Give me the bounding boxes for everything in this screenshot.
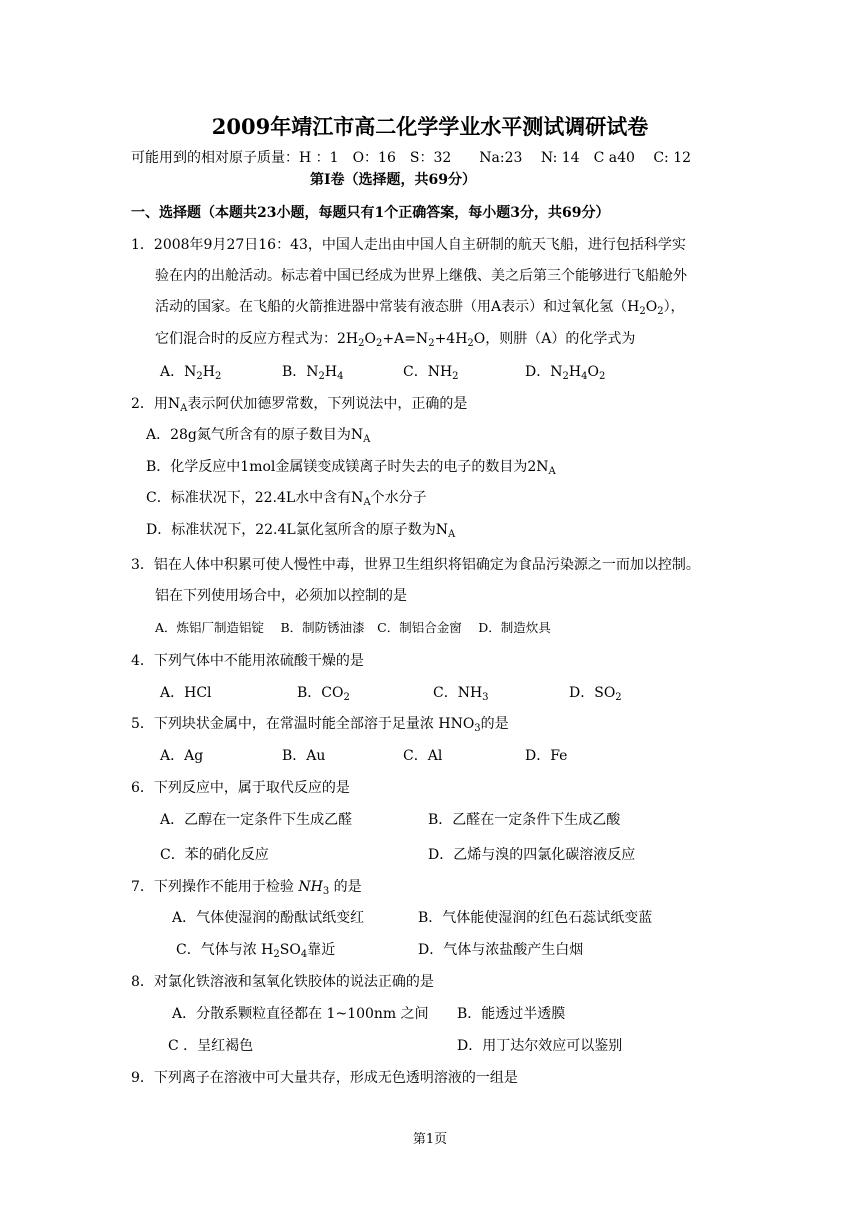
q1-line-4: 它们混合时的反应方程式为：$2H_2O_2+A=N_2+4H_2O$，则肼（A）的化学式为 <box>155 331 636 349</box>
q1-line-1: 1．2008年9月27日16：43，中国人走出由中国人自主研制的航天飞船，进行包括科学实 <box>131 237 686 253</box>
q3-line-2: 铝在下列使用场合中，必须加以控制的是 <box>155 588 407 604</box>
q5-option-d: D．Fe <box>525 748 568 764</box>
section-heading: 一、选择题（本题共23小题，每题只有1个正确答案，每小题3分，共69分） <box>131 205 610 221</box>
q6-stem: 6．下列反应中，属于取代反应的是 <box>131 780 350 796</box>
volume-heading: 第Ⅰ卷（选择题，共69分） <box>310 172 477 188</box>
q1-line-3: 活动的国家。在飞船的火箭推进器中常装有液态肼（用A表示）和过氧化氢$(H_2O_2)$， <box>155 299 685 317</box>
q7-option-b: B．气体能使湿润的红色石蕊试纸变蓝 <box>418 910 653 926</box>
q7-option-d: D．气体与浓盐酸产生白烟 <box>418 942 584 958</box>
q5-option-a: A．Ag <box>160 748 204 764</box>
q5-stem: 5．下列块状金属中，在常温时能全部溶于足量浓 $HNO_3$的是 <box>131 716 509 734</box>
q6-option-d: D．乙烯与溴的四氯化碳溶液反应 <box>428 847 636 863</box>
q2-option-c: C．标准状况下，22.4L水中含有$N_A$个水分子 <box>146 490 427 508</box>
page-number: 第1页 <box>412 1132 448 1147</box>
q6-option-a: A．乙醇在一定条件下生成乙醛 <box>160 812 353 828</box>
q1-line-2: 验在内的出舱活动。标志着中国已经成为世界上继俄、美之后第三个能够进行飞船舱外 <box>155 268 687 284</box>
q7-option-c: C．气体与浓 $H_2SO_4$靠近 <box>176 942 336 960</box>
q2-stem: 2．用$N_A$表示阿伏加德罗常数，下列说法中，正确的是 <box>131 396 468 414</box>
q5-option-b: B．Au <box>282 748 326 764</box>
q1-option-d: D．$N_2H_4O_2$ <box>525 364 606 382</box>
q6-option-c: C．苯的硝化反应 <box>160 847 269 863</box>
q3-line-1: 3．铝在人体中积累可使人慢性中毒，世界卫生组织将铝确定为食品污染源之一而加以控制。 <box>131 557 700 573</box>
q7-option-a: A．气体使湿润的酚酞试纸变红 <box>172 910 365 926</box>
q2-option-a: A．28g氮气所含有的原子数目为$N_A$ <box>146 427 371 445</box>
q8-option-b: B．能透过半透膜 <box>457 1006 566 1022</box>
q3-options: A．炼铝厂制造铝锭 B．制防锈油漆 C．制铝合金窗 D．制造炊具 <box>155 620 551 635</box>
q2-option-d: D．标准状况下，22.4L氯化氢所含的原子数为$N_A$ <box>146 522 456 540</box>
q9-stem: 9．下列离子在溶液中可大量共存，形成无色透明溶液的一组是 <box>131 1070 518 1086</box>
q2-option-b: B．化学反应中1mol金属镁变成镁离子时失去的电子的数目为$2N_A$ <box>146 459 556 477</box>
q8-option-c: C ．呈红褐色 <box>168 1038 254 1054</box>
q7-stem: 7．下列操作不能用于检验 $NH_3$ 的是 <box>131 879 362 897</box>
q4-option-c: C．$NH_3$ <box>433 685 489 703</box>
q6-option-b: B．乙醛在一定条件下生成乙酸 <box>428 812 621 828</box>
q1-option-b: B．$N_2H_4$ <box>282 364 344 382</box>
q8-stem: 8．对氯化铁溶液和氢氧化铁胶体的说法正确的是 <box>131 974 434 990</box>
q4-option-b: B．$CO_2$ <box>297 685 350 703</box>
q4-stem: 4．下列气体中不能用浓硫酸干燥的是 <box>131 653 364 669</box>
q4-option-a: A．HCl <box>160 685 212 701</box>
q1-option-a: A．$N_2H_2$ <box>160 364 222 382</box>
q5-option-c: C．Al <box>403 748 443 764</box>
q8-option-a: A．分散系颗粒直径都在 1~100nm 之间 <box>172 1006 429 1022</box>
q1-option-c: C．$NH_2$ <box>403 364 459 382</box>
atomic-masses-line: 可能用到的相对原子质量：H ：1 O：16 S：32 Na:23 N: 14 C a40 C: 12 <box>131 150 692 166</box>
exam-title: 2009年靖江市高二化学学业水平测试调研试卷 <box>211 114 649 139</box>
q4-option-d: D．$SO_2$ <box>569 685 622 703</box>
q8-option-d: D．用丁达尔效应可以鉴别 <box>457 1038 623 1054</box>
